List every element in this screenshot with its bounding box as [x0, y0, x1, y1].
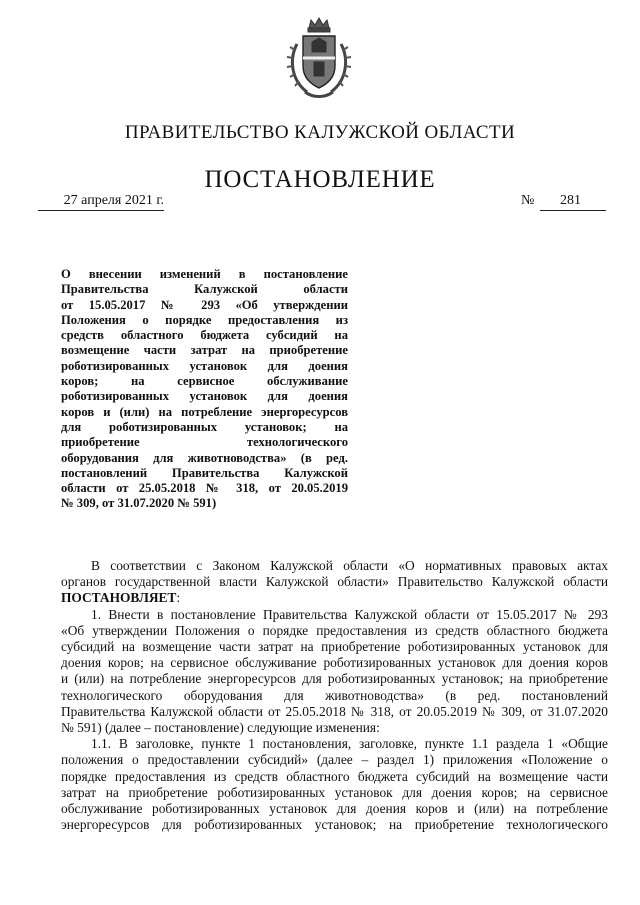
body-line: 1. Внести в постановление Правительства Калужской области от 15.05.2017 № 293 — [91, 606, 608, 622]
document-type-title: ПОСТАНОВЛЕНИЕ — [204, 166, 436, 193]
subject-line: от 15.05.2017 № 293 «Об утверждении — [61, 297, 348, 312]
subject-line: оборудования для животноводства» (в ред. — [61, 450, 348, 465]
subject-line: приобретение технологического — [61, 435, 348, 450]
body-line: порядке предоставления из средств областного бюджета субсидий на возмещение части — [61, 768, 608, 784]
body-line: обслуживание роботизированных установок для доения коров и (или) на потребление — [61, 801, 608, 817]
body-line: технологического оборудования для животноводства» (в ред. постановлений — [61, 687, 608, 703]
body-line: энергоресурсов для роботизированных установок; на приобретение технологического — [61, 817, 608, 833]
coat-of-arms-icon — [283, 14, 355, 100]
government-title: ПРАВИТЕЛЬСТВО КАЛУЖСКОЙ ОБЛАСТИ — [124, 122, 516, 143]
subject-line: коров и (или) на потребление энергоресурсов — [61, 404, 348, 419]
body-line: 1.1. В заголовке, пункте 1 постановления, заголовке, пункте 1.1 раздела 1 «Общие — [91, 736, 608, 752]
subject-line: коров; на сервисное обслуживание — [61, 374, 348, 389]
decree-body — [61, 558, 608, 833]
subject-line: Правительства Калужской области — [61, 282, 348, 297]
subject-line: средств областного бюджета субсидий на — [61, 328, 348, 343]
subject-line: № 309, от 31.07.2020 № 591) — [61, 496, 217, 511]
body-line: доения коров; на сервисное обслуживание роботизированных установок для доения коров — [61, 655, 608, 671]
subject-line: роботизированных установок для доения — [61, 358, 348, 373]
body-line: и (или) на потребление энергоресурсов для роботизированных установок; на приобретение — [61, 671, 608, 687]
body-line: субсидий на возмещение части затрат на приобретение роботизированных установок для — [61, 639, 608, 655]
number-sign: № — [521, 193, 535, 208]
resolves-line — [61, 590, 608, 606]
body-line: затрат на приобретение роботизированных установок для доения коров; на сервисное — [61, 784, 608, 800]
decree-date: 27 апреля 2021 г. — [38, 193, 164, 211]
subject-line: для роботизированных установок; на — [61, 419, 348, 434]
subject-line: Положения о порядке предоставления из — [61, 312, 348, 327]
body-line: № 591) (далее – постановление) следующие изменения: — [61, 720, 380, 736]
subject-line: О внесении изменений в постановление — [61, 267, 348, 281]
subject-line: постановлений Правительства Калужской — [61, 465, 348, 480]
subject-line: области от 25.05.2018 № 318, от 20.05.2019 — [61, 481, 348, 496]
resolves-word: ПОСТАНОВЛЯЕТ — [61, 590, 177, 606]
decree-number: 281 — [540, 193, 606, 211]
body-line: В соответствии с Законом Калужской области «О нормативных правовых актах — [91, 558, 608, 573]
decree-subject — [61, 267, 348, 512]
body-line: положения о предоставлении субсидий» (далее – раздел 1) приложения «Положение о — [61, 752, 608, 768]
subject-line: роботизированных установок для доения — [61, 389, 348, 404]
resolves-colon: : — [176, 590, 181, 606]
body-line: органов государственной власти Калужской области» Правительство Калужской области — [61, 574, 608, 590]
subject-line: возмещение части затрат на приобретение — [61, 343, 348, 358]
body-line: Правительства Калужской области от 25.05.2018 № 318, от 20.05.2019 № 309, от 31.07.2020 — [61, 703, 608, 719]
body-line: «Об утверждении Положения о порядке предоставления из средств областного бюджета — [61, 622, 608, 638]
